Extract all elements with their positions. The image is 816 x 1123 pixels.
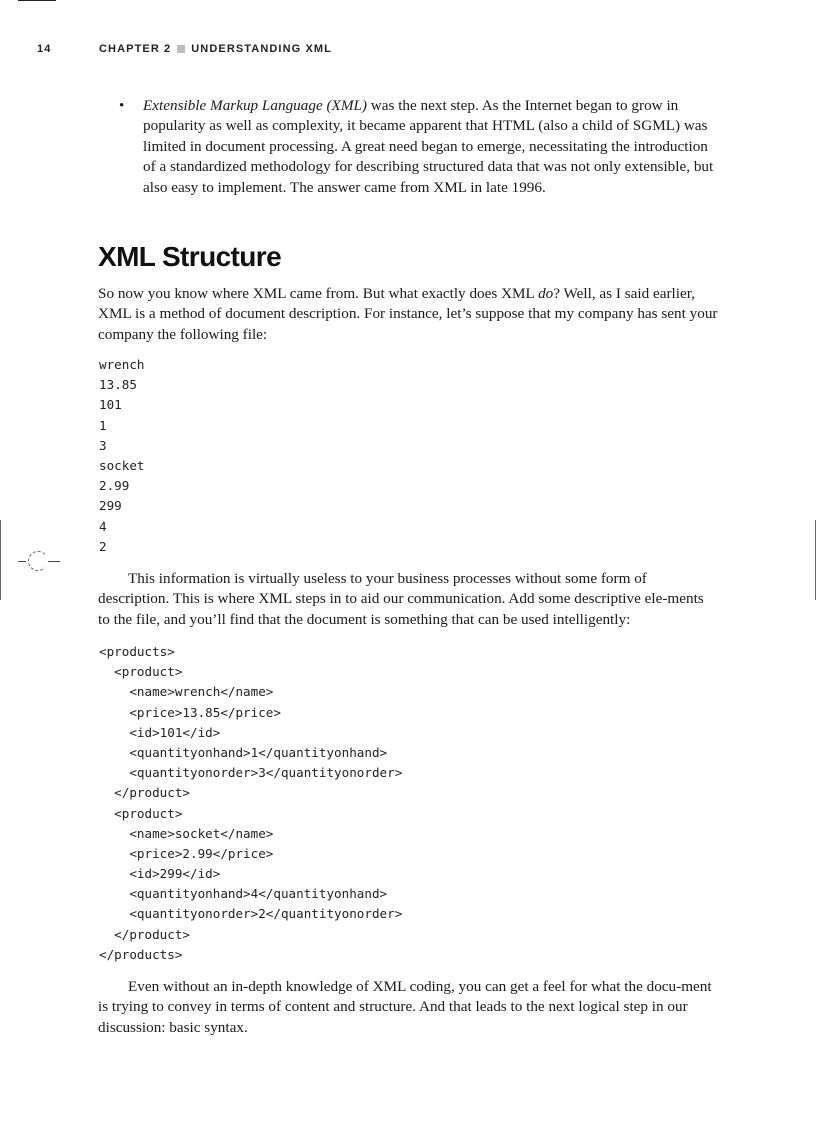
xml-code-line: <quantityonhand>1</quantityonhand> <box>99 744 388 760</box>
xml-code-line: <name>socket</name> <box>99 825 274 841</box>
raw-data-line: 1 <box>99 417 107 433</box>
xml-code-line: <id>101</id> <box>99 724 221 740</box>
registration-tick-right <box>48 561 60 562</box>
top-crop-rule <box>18 0 56 1</box>
registration-tick-left <box>18 561 26 562</box>
bullet-term: Extensible Markup Language (XML) <box>143 97 367 114</box>
square-separator-icon <box>177 45 185 53</box>
raw-data-line: wrench <box>99 357 145 372</box>
raw-data-line: 4 <box>99 518 107 534</box>
raw-data-listing <box>99 355 145 557</box>
xml-code-line: <name>wrench</name> <box>99 684 274 700</box>
chapter-label: CHAPTER 2 <box>99 43 172 55</box>
xml-code-listing <box>99 642 402 965</box>
registration-mark-icon <box>28 551 48 571</box>
raw-data-line: 3 <box>99 437 107 453</box>
bullet-text <box>143 96 719 198</box>
intro-text-1: So now you know where XML came from. But what exactly does XML <box>98 285 539 302</box>
xml-code-line: <quantityonorder>2</quantityonorder> <box>99 906 403 922</box>
description-paragraph: This information is virtually useless to your business processes without some form of description. This is where XML steps in to aid our communication. Add some descriptive ele-ments to the file, and you’ll find that the document is something that can be used intelligently: <box>98 570 704 628</box>
crop-mark-left <box>0 520 1 600</box>
xml-code-line: </product> <box>99 785 190 801</box>
xml-code-line: <product> <box>99 805 183 821</box>
xml-code-line: <price>13.85</price> <box>99 704 281 720</box>
xml-code-line: <quantityonorder>3</quantityonorder> <box>99 765 403 781</box>
raw-data-line: 13.85 <box>99 377 137 393</box>
xml-code-line: <products> <box>99 644 175 659</box>
xml-code-line: <id>299</id> <box>99 866 221 882</box>
chapter-title: UNDERSTANDING XML <box>191 43 332 55</box>
raw-data-line: 299 <box>99 498 122 514</box>
xml-code-line: <price>2.99</price> <box>99 845 274 861</box>
raw-data-line: 101 <box>99 397 122 413</box>
xml-code-line: </product> <box>99 926 190 942</box>
intro-emphasis: do <box>538 285 554 302</box>
closing-paragraph: Even without an in-depth knowledge of XML coding, you can get a feel for what the docu-ment is trying to convey in terms of content and structure. And that leads to the next logical step in our discussion: basic syntax. <box>98 978 712 1036</box>
bullet-marker-icon: • <box>119 98 125 114</box>
raw-data-line: 2.99 <box>99 478 130 494</box>
chapter-heading <box>99 43 332 55</box>
running-header <box>0 43 816 59</box>
xml-code-line: <product> <box>99 664 183 680</box>
bullet-body: was the next step. As the Internet began to grow in popularity as well as complexity, it became apparent that HTML (also a child of SGML) was limited in document processing. A great need began to emerge, necessitating the introduction of a standardized methodology for describing structured data that was not only extensible, but also easy to implement. The answer came from XML in late 1996. <box>143 97 714 196</box>
page-number: 14 <box>37 43 52 55</box>
section-heading: XML Structure <box>98 241 282 272</box>
intro-paragraph <box>98 284 718 345</box>
raw-data-line: socket <box>99 457 145 473</box>
xml-code-line: </products> <box>99 946 183 962</box>
intro-text-2: ? Well, as I said earlier, XML is a method of document description. For instance, let’s suppose that my company has sent your company the following file: <box>98 285 718 343</box>
xml-code-line: <quantityonhand>4</quantityonhand> <box>99 886 388 902</box>
raw-data-line: 2 <box>99 538 107 554</box>
